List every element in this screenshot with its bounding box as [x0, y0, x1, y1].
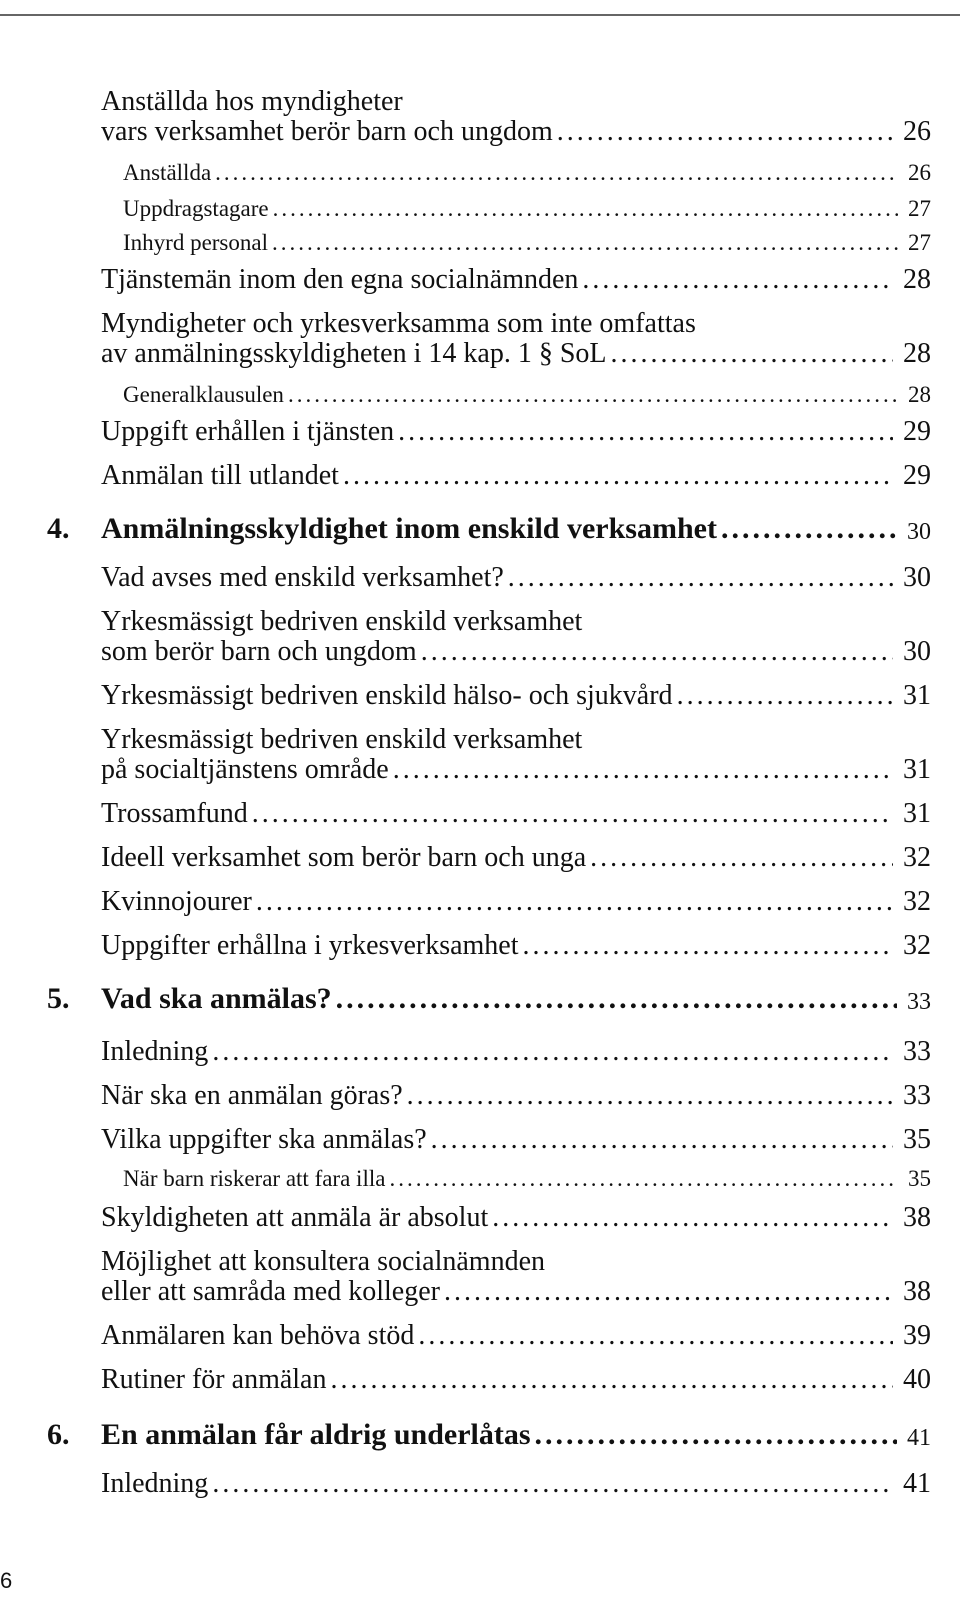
dot-leader: [398, 416, 893, 448]
entry-title: som berör barn och ungdom: [101, 636, 417, 667]
entry-page-number: 32: [903, 842, 931, 873]
dot-leader: [288, 382, 898, 408]
dot-leader: [677, 680, 893, 712]
entry-page-number: 30: [903, 562, 931, 593]
dot-leader: [418, 1320, 893, 1352]
entry-page-number: 31: [903, 680, 931, 711]
entry-title: Kvinnojourer: [101, 886, 252, 917]
entry-title: Inhyrd personal: [123, 230, 268, 255]
entry-title: Generalklausulen: [123, 382, 284, 407]
dot-leader: [611, 338, 894, 370]
page-number: 6: [0, 1568, 13, 1593]
dot-leader: [212, 1468, 893, 1500]
chapter-number: 5.: [47, 982, 70, 1015]
entry-page-number: 38: [903, 1276, 931, 1307]
entry-page-number: 39: [903, 1320, 931, 1351]
entry-page-number: 41: [907, 1425, 931, 1451]
entry-page-number: 29: [903, 460, 931, 491]
entry-title: Anmälningsskyldighet inom enskild verksamhet: [101, 512, 717, 545]
entry-title: Rutiner för anmälan: [101, 1364, 327, 1395]
entry-page-number: 30: [903, 636, 931, 667]
entry-title: vars verksamhet berör barn och ungdom: [101, 116, 553, 147]
dot-leader: [492, 1202, 893, 1234]
dot-leader: [590, 842, 893, 874]
dot-leader: [407, 1080, 893, 1112]
dot-leader: [273, 196, 898, 222]
entry-page-number: 41: [903, 1468, 931, 1499]
entry-page-number: 26: [903, 116, 931, 147]
dot-leader: [421, 636, 893, 668]
entry-title: Vad avses med enskild verksamhet?: [101, 562, 504, 593]
entry-page-number: 27: [908, 196, 931, 221]
dot-leader: [330, 1364, 893, 1396]
entry-page-number: 33: [903, 1080, 931, 1111]
entry-page-number: 38: [903, 1202, 931, 1233]
dot-leader: [252, 798, 893, 830]
entry-title: Yrkesmässigt bedriven enskild verksamhet: [101, 724, 583, 755]
dot-leader: [389, 1166, 898, 1192]
dot-leader: [343, 460, 893, 492]
entry-page-number: 28: [903, 338, 931, 369]
entry-page-number: 26: [908, 160, 931, 185]
dot-leader: [272, 230, 898, 256]
entry-title: Tjänstemän inom den egna socialnämnden: [101, 264, 579, 295]
entry-title: Vilka uppgifter ska anmälas?: [101, 1124, 427, 1155]
dot-leader: [212, 1036, 893, 1068]
chapter-number: 6.: [47, 1418, 70, 1451]
entry-page-number: 33: [903, 1036, 931, 1067]
entry-title: Anställda: [123, 160, 212, 185]
entry-title: Vad ska anmälas?: [101, 982, 332, 1015]
entry-title: Anställda hos myndigheter: [101, 86, 403, 117]
entry-page-number: 33: [907, 989, 931, 1015]
entry-title: Ideell verksamhet som berör barn och unga: [101, 842, 587, 873]
dot-leader: [336, 982, 897, 1016]
entry-title: Skyldigheten att anmäla är absolut: [101, 1202, 489, 1233]
entry-title: Möjlighet att konsultera socialnämnden: [101, 1246, 546, 1277]
entry-title: Myndigheter och yrkesverksamma som inte omfattas: [101, 308, 696, 339]
dot-leader: [393, 754, 893, 786]
entry-page-number: 29: [903, 416, 931, 447]
entry-page-number: 27: [908, 230, 931, 255]
entry-title: Trossamfund: [101, 798, 248, 829]
entry-title: Anmälan till utlandet: [101, 460, 339, 491]
entry-title: på socialtjänstens område: [101, 754, 389, 785]
dot-leader: [508, 562, 893, 594]
entry-title: Yrkesmässigt bedriven enskild verksamhet: [101, 606, 583, 637]
entry-title: Inledning: [101, 1468, 209, 1499]
entry-title: Uppgift erhållen i tjänsten: [101, 416, 395, 447]
dot-leader: [431, 1124, 893, 1156]
entry-title: När barn riskerar att fara illa: [123, 1166, 386, 1191]
dot-leader: [557, 116, 893, 148]
entry-page-number: 30: [907, 519, 931, 545]
entry-page-number: 28: [908, 382, 931, 407]
entry-page-number: 35: [903, 1124, 931, 1155]
entry-title: eller att samråda med kolleger: [101, 1276, 440, 1307]
entry-title: En anmälan får aldrig underlåtas: [101, 1418, 531, 1451]
dot-leader: [721, 512, 897, 546]
entry-title: av anmälningsskyldigheten i 14 kap. 1 § SoL: [101, 338, 607, 369]
entry-page-number: 40: [903, 1364, 931, 1395]
entry-page-number: 32: [903, 886, 931, 917]
entry-page-number: 31: [903, 798, 931, 829]
entry-page-number: 28: [903, 264, 931, 295]
entry-page-number: 35: [908, 1166, 931, 1191]
entry-title: Anmälaren kan behöva stöd: [101, 1320, 415, 1351]
entry-title: Inledning: [101, 1036, 209, 1067]
chapter-number: 4.: [47, 512, 70, 545]
dot-leader: [444, 1276, 893, 1308]
entry-title: Uppgifter erhållna i yrkesverksamhet: [101, 930, 519, 961]
entry-page-number: 32: [903, 930, 931, 961]
dot-leader: [582, 264, 893, 296]
entry-title: Uppdragstagare: [123, 196, 269, 221]
dot-leader: [535, 1418, 897, 1452]
entry-title: När ska en anmälan göras?: [101, 1080, 403, 1111]
entry-title: Yrkesmässigt bedriven enskild hälso- och sjukvård: [101, 680, 673, 711]
dot-leader: [256, 886, 893, 918]
dot-leader: [523, 930, 893, 962]
dot-leader: [215, 160, 898, 186]
entry-page-number: 31: [903, 754, 931, 785]
